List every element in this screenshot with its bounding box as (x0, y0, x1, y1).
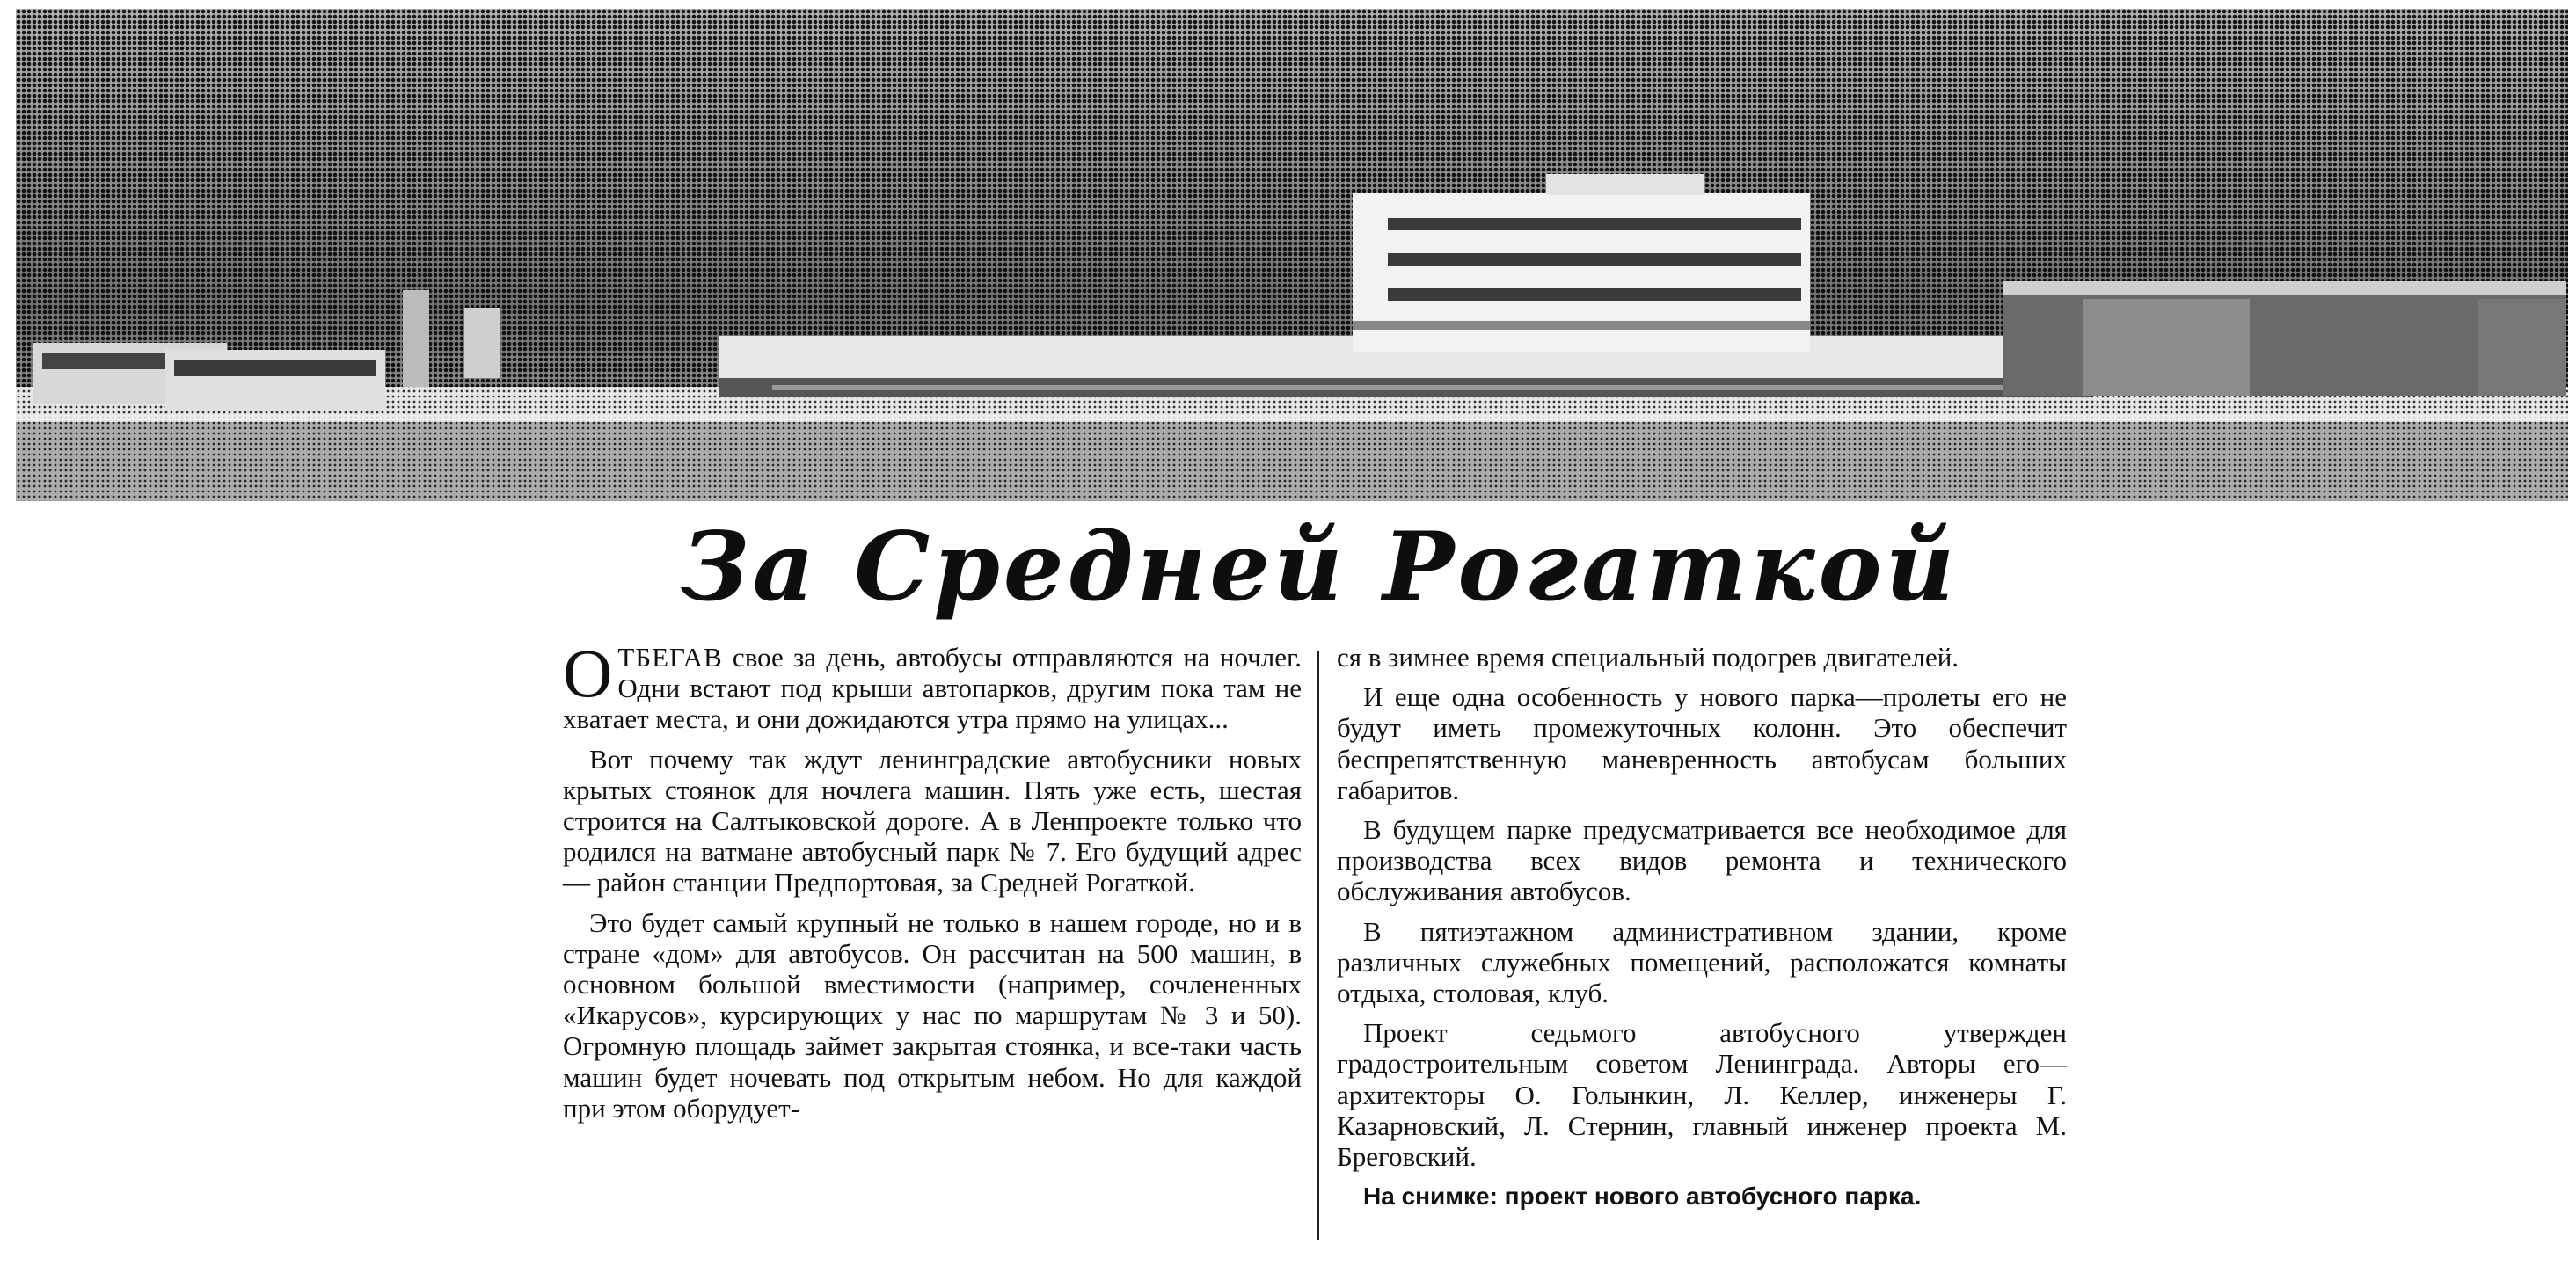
article-column-right (1337, 642, 2067, 1220)
article-paragraph: Это будет самый крупный не только в нашем городе, но и в стране «дом» для автобусов. Он рассчитан на 500 машин, в основном большой вместимости (например, сочлененных «Икарусов», курсирующих у нас по маршрутам № 3 и 50). Огромную площадь займет закрытая стоянка, и все-таки часть машин будет ночевать под открытым небом. Но для каждой при этом оборудует- (563, 906, 1302, 1124)
article-paragraph: Вот почему так ждут ленинградские автобусники новых крытых стоянок для ночлега машин. Пять уже есть, шестая строится на Салтыковской дороге. А в Ленпроекте только что родился на ватмане автобусный парк № 7. Его будущий адрес — район станции Предпортовая, за Средней Рогаткой. (563, 743, 1302, 899)
column-divider (1317, 651, 1319, 1240)
photo-caption: На снимке: проект нового автобусного парка. (1363, 1182, 1922, 1211)
article-paragraph: И еще одна особенность у нового парка—пролеты его не будут иметь промежуточных колонн. Это обеспечит беспрепятственную маневренность автобусам больших габаритов. (1337, 681, 2067, 805)
article-paragraph: ся в зимнее время специальный подогрев двигателей. (1337, 642, 1959, 673)
article-paragraph (563, 635, 1302, 735)
lead-caps: ТБЕГАВ (617, 642, 723, 673)
article-photo (16, 9, 2568, 501)
article-paragraph: Проект седьмого автобусного утвержден градостроительным советом Ленинграда. Авторы его—архитекторы О. Голынкин, Л. Келлер, инженеры Г. Казарновский, Л. Стернин, главный инженер проекта М. Бреговский. (1337, 1017, 2067, 1173)
drop-cap: О (563, 635, 613, 711)
article-column-left (563, 635, 1302, 1132)
article-paragraph: В пятиэтажном административном здании, кроме различных служебных помещений, расположатся комнаты отдыха, столовая, клуб. (1337, 915, 2067, 1009)
article-paragraph: В будущем парке предусматривается все необходимое для производства всех видов ремонта и технического обслуживания автобусов. (1337, 814, 2067, 907)
headline: За Средней Рогаткой (680, 512, 1959, 622)
paragraph-text: свое за день, автобусы отправляются на ночлег. Одни встают под крыши автопарков, другим пока там не хватает места, и они дожидаются утра прямо на улицах... (563, 642, 1302, 735)
